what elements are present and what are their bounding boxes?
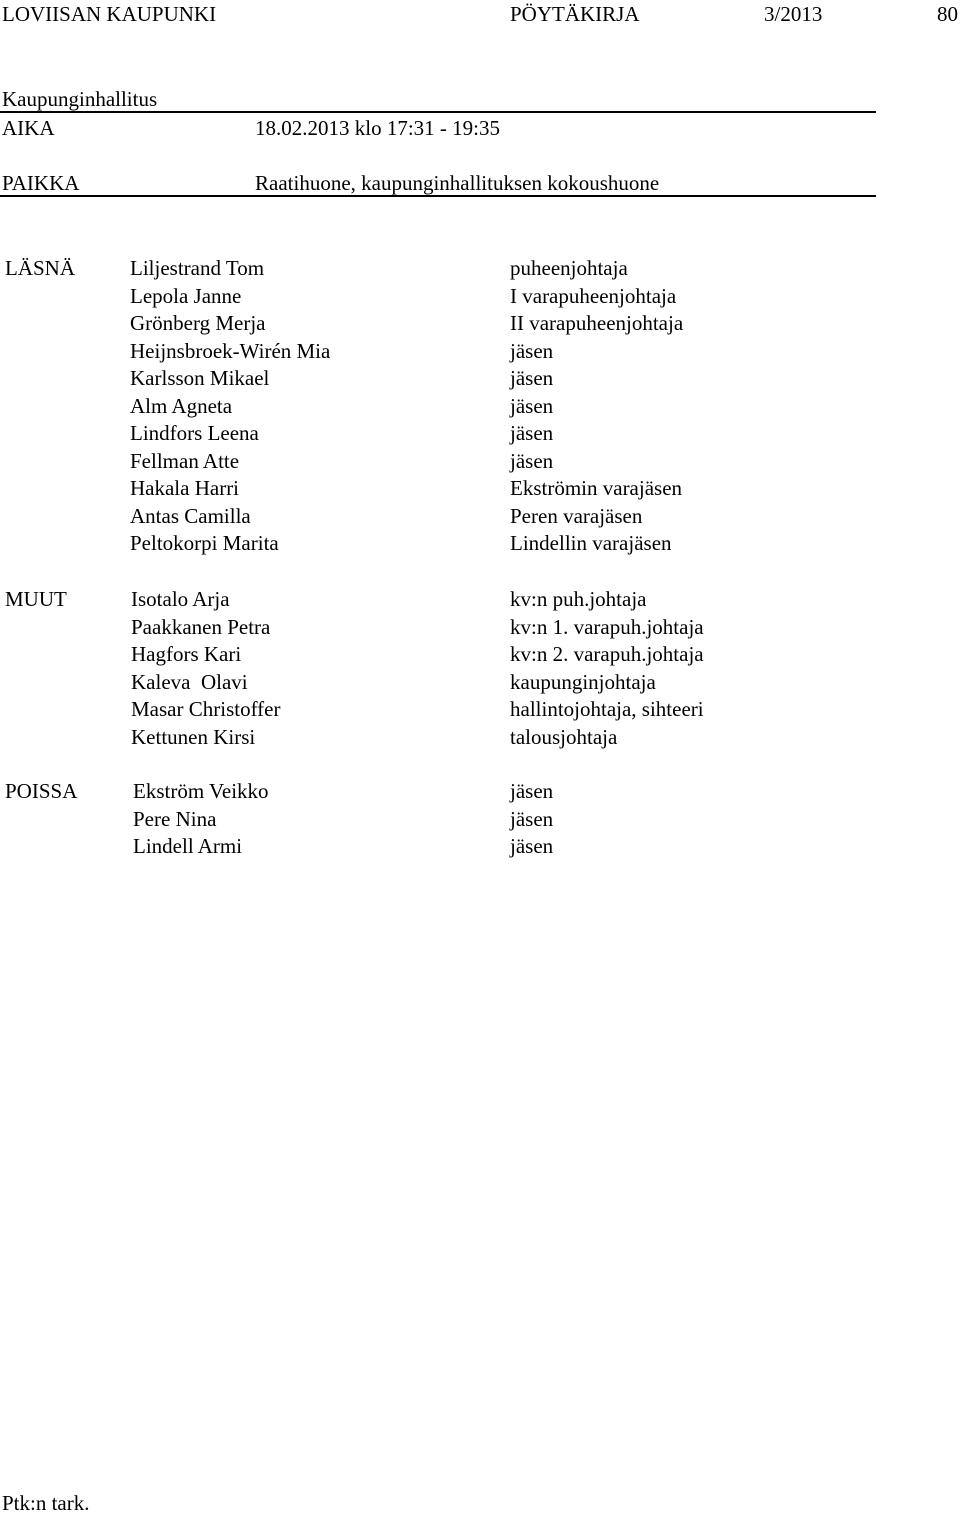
other-row [0, 614, 960, 645]
attendee-name: Peltokorpi Marita [130, 531, 279, 555]
lasna-list [0, 258, 960, 561]
attendee-role: I varapuheenjohtaja [510, 283, 677, 308]
aika-value: 18.02.2013 klo 17:31 - 19:35 [255, 116, 500, 140]
attendee-role: II varapuheenjohtaja [510, 311, 684, 335]
attendee-role: jäsen [510, 393, 554, 418]
attendee-role: Lindellin varajäsen [510, 531, 672, 555]
attendee-role: jäsen [510, 421, 554, 445]
attendee-row [0, 258, 960, 286]
muut-list [0, 589, 960, 754]
divider-bottom [0, 195, 876, 197]
attendee-name: Alm Agneta [130, 393, 233, 418]
attendee-row [0, 503, 960, 534]
other-name: Isotalo Arja [131, 587, 230, 611]
attendee-role: Peren varajäsen [510, 503, 643, 528]
other-row [0, 724, 960, 755]
poissa-label: POISSA [5, 779, 78, 803]
attendee-name: Liljestrand Tom [130, 256, 265, 280]
paikka-value: Raatihuone, kaupunginhallituksen kokoushuone [255, 171, 660, 195]
attendee-name: Grönberg Merja [130, 311, 266, 335]
absent-row [0, 806, 960, 837]
muut-label: MUUT [5, 587, 67, 611]
other-role: talousjohtaja [510, 724, 618, 749]
body-name: Kaupunginhallitus [2, 87, 158, 111]
absent-role: jäsen [510, 779, 554, 803]
attendee-role: jäsen [510, 338, 554, 363]
other-row [0, 699, 960, 727]
other-name: Kaleva Olavi [131, 669, 248, 694]
attendee-role: puheenjohtaja [510, 256, 628, 280]
other-name: Masar Christoffer [131, 697, 281, 721]
footer-initials-label: Ptk:n tark. [2, 1491, 90, 1515]
other-role: kv:n 2. varapuh.johtaja [510, 642, 704, 666]
attendee-name: Lepola Janne [130, 283, 242, 308]
aika-label: AIKA [2, 116, 55, 140]
attendee-row [0, 533, 960, 561]
poissa-list [0, 781, 960, 864]
other-row [0, 644, 960, 672]
absent-name: Ekström Veikko [133, 779, 269, 803]
attendee-row [0, 368, 960, 396]
other-name: Hagfors Kari [131, 642, 242, 666]
header-org: LOVIISAN KAUPUNKI [2, 2, 217, 26]
attendee-row [0, 423, 960, 451]
paikka-label: PAIKKA [2, 171, 80, 195]
other-name: Paakkanen Petra [131, 614, 271, 639]
absent-name: Pere Nina [133, 806, 217, 831]
attendee-row [0, 448, 960, 479]
header-issue: 3/2013 [764, 2, 823, 26]
attendee-role: jäsen [510, 448, 554, 473]
header-page-number: 80 [937, 2, 958, 26]
attendee-row [0, 393, 960, 424]
absent-row [0, 781, 960, 809]
divider-top [0, 111, 876, 113]
absent-role: jäsen [510, 834, 554, 858]
attendee-name: Fellman Atte [130, 448, 240, 473]
other-role: hallintojohtaja, sihteeri [510, 697, 704, 721]
attendee-role: jäsen [510, 366, 554, 390]
attendee-name: Antas Camilla [130, 503, 251, 528]
absent-row [0, 836, 960, 864]
attendee-name: Hakala Harri [130, 476, 240, 500]
absent-name: Lindell Armi [133, 834, 243, 858]
attendee-name: Heijnsbroek-Wirén Mia [130, 338, 331, 363]
other-name: Kettunen Kirsi [131, 724, 256, 749]
other-row [0, 589, 960, 617]
attendee-row [0, 478, 960, 506]
other-row [0, 669, 960, 700]
other-role: kv:n puh.johtaja [510, 587, 647, 611]
attendee-name: Karlsson Mikael [130, 366, 270, 390]
absent-role: jäsen [510, 806, 554, 831]
attendee-row [0, 313, 960, 341]
attendee-name: Lindfors Leena [130, 421, 259, 445]
other-role: kv:n 1. varapuh.johtaja [510, 614, 704, 639]
attendee-row [0, 338, 960, 369]
attendee-role: Ekströmin varajäsen [510, 476, 683, 500]
attendee-row [0, 283, 960, 314]
lasna-label: LÄSNÄ [5, 256, 76, 280]
other-role: kaupunginjohtaja [510, 669, 656, 694]
header-doc-type: PÖYTÄKIRJA [510, 2, 640, 26]
